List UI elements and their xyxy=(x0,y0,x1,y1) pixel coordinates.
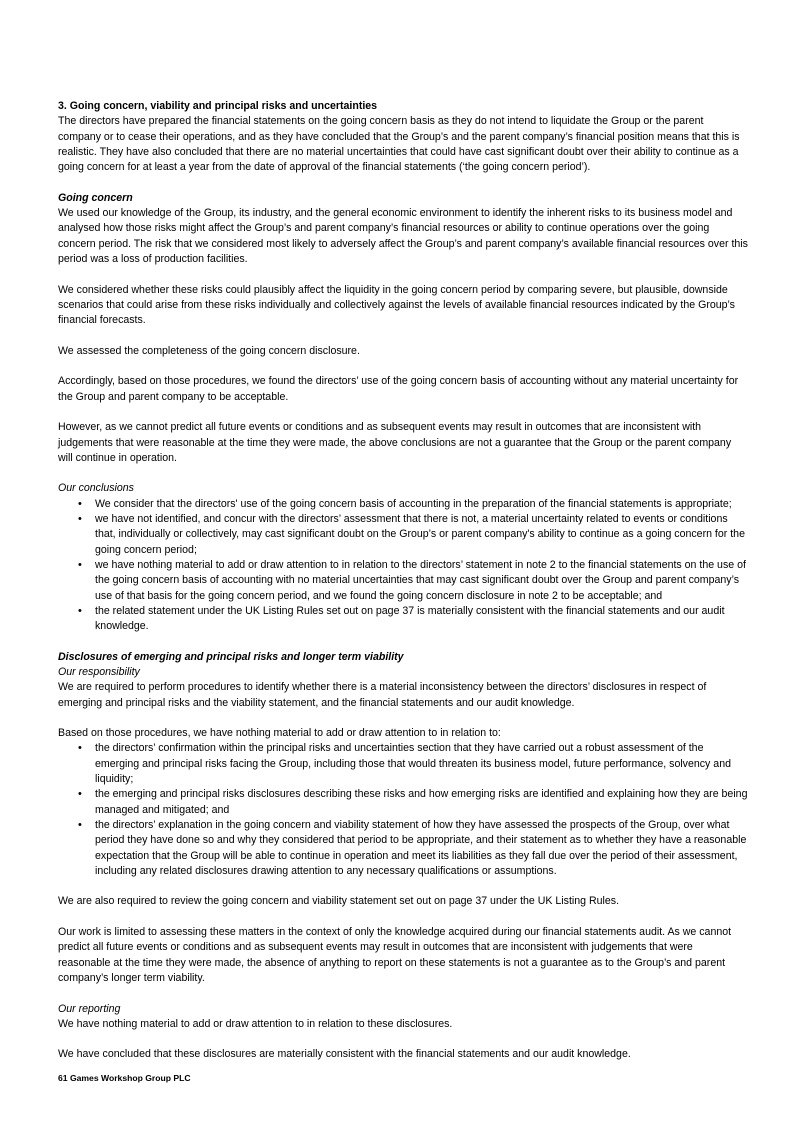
intro-paragraph: The directors have prepared the financial statements on the going concern basis as they do not intend to liquidate the Group or the parent company or to cease their operations, and as they have concluded that the Group’s and the parent company’s financial position means that this is realistic. They have also concluded that there are no material uncertainties that could have cast significant doubt over their ability to continue as a going concern for at least a year from the date of approval of the financial statements (‘the going concern period’). xyxy=(58,115,740,174)
disclosures-paragraph-2: Based on those procedures, we have nothing material to add or draw attention to in relation to: xyxy=(58,727,501,740)
disclosures-paragraph-6: We have concluded that these disclosures are materially consistent with the financial statements and our audit knowledge. xyxy=(58,1048,631,1061)
disclosures-list xyxy=(58,741,748,879)
conclusions-heading: Our conclusions xyxy=(58,482,134,495)
list-item: • the directors’ confirmation within the principal risks and uncertainties section that they have carried out a robust assessment of the emerging and principal risks facing the Group, including those that would threaten its business model, future performance, solvency and liquidity; xyxy=(95,741,748,787)
going-concern-heading: Going concern xyxy=(58,191,133,204)
conclusions-list xyxy=(58,497,748,635)
section-3 xyxy=(58,99,748,175)
list-item: • the emerging and principal risks disclosures describing these risks and how emerging risks are identified and explaining how they are being managed and mitigated; and xyxy=(95,787,748,818)
disclosures-paragraph-4: Our work is limited to assessing these matters in the context of only the knowledge acquired during our financial statements audit. As we cannot predict all future events or conditions and as subsequent events may result in outcomes that are inconsistent with judgements that were reasonable at the time they were made, the absence of anything to report on these statements is not a guarantee as to the Group’s and parent company’s longer term viability. xyxy=(58,926,732,984)
going-concern-paragraph-3: We assessed the completeness of the going concern disclosure. xyxy=(58,344,360,357)
reporting-heading: Our reporting xyxy=(58,1002,121,1015)
going-concern-block xyxy=(58,191,748,267)
responsibility-heading: Our responsibility xyxy=(58,665,140,678)
list-item: • the related statement under the UK Listing Rules set out on page 37 is materially consistent with the financial statements and our audit knowledge. xyxy=(95,604,748,635)
going-concern-paragraph-2: We considered whether these risks could plausibly affect the liquidity in the going concern period by comparing severe, but plausible, downside scenarios that could arise from these risks individually and collectively against the levels of available financial resources indicated by the Group’s financial forecasts. xyxy=(58,283,735,327)
list-item: • we have not identified, and concur with the directors’ assessment that there is not, a material uncertainty related to events or conditions that, individually or collectively, may cast significant doubt on the Group’s or parent company's ability to continue as a going concern for the going concern period; xyxy=(95,512,748,558)
page-footer: 61 Games Workshop Group PLC xyxy=(58,1073,191,1083)
going-concern-paragraph-5: However, as we cannot predict all future events or conditions and as subsequent events may result in outcomes that are inconsistent with judgements that were reasonable at the time they were made, the above conclusions are not a guarantee that the Group or the parent company will continue in operation. xyxy=(58,421,732,464)
disclosures-paragraph-3: We are also required to review the going concern and viability statement set out on page 37 under the UK Listing Rules. xyxy=(58,895,620,908)
list-item: • the directors’ explanation in the going concern and viability statement of how they have assessed the prospects of the Group, over what period they have done so and why they considered that period to be appropriate, and their statement as to whether they have a reasonable expectation that the Group will be able to continue in operation and meet its liabilities as they fall due over the period of their assessment, including any related disclosures drawing attention to any necessary qualifications or assumptions. xyxy=(95,818,748,879)
going-concern-paragraph-1: We used our knowledge of the Group, its industry, and the general economic environment to identify the inherent risks to its business model and analysed how those risks might affect the Group’s and parent company’s financial resources or ability to continue operations over the going concern period. The risk that we considered most likely to adversely affect the Group’s and parent company’s available financial resources over this period was a loss of production facilities. xyxy=(58,207,748,265)
disclosures-heading: Disclosures of emerging and principal risks and longer term viability xyxy=(58,650,404,663)
disclosures-paragraph-1: We are required to perform procedures to identify whether there is a material inconsistency between the directors’ disclosures in respect of emerging and principal risks and the viability statement, and the financial statements and our audit knowledge. xyxy=(58,681,707,709)
list-item: • we have nothing material to add or draw attention to in relation to the directors’ statement in note 2 to the financial statements on the use of the going concern basis of accounting with no material uncertainties that may cast significant doubt over the Group and parent company’s use of that basis for the going concern period, and we found the going concern disclosure in note 2 to be acceptable; and xyxy=(95,558,748,604)
going-concern-paragraph-4: Accordingly, based on those procedures, we found the directors’ use of the going concern basis of accounting without any material uncertainty for the Group and parent company to be acceptable. xyxy=(58,375,739,403)
disclosures-paragraph-5: We have nothing material to add or draw attention to in relation to these disclosures. xyxy=(58,1017,453,1030)
document-page xyxy=(58,99,748,1063)
section-title: 3. Going concern, viability and principal risks and uncertainties xyxy=(58,100,378,112)
list-item: • We consider that the directors' use of the going concern basis of accounting in the preparation of the financial statements is appropriate; xyxy=(95,497,748,512)
